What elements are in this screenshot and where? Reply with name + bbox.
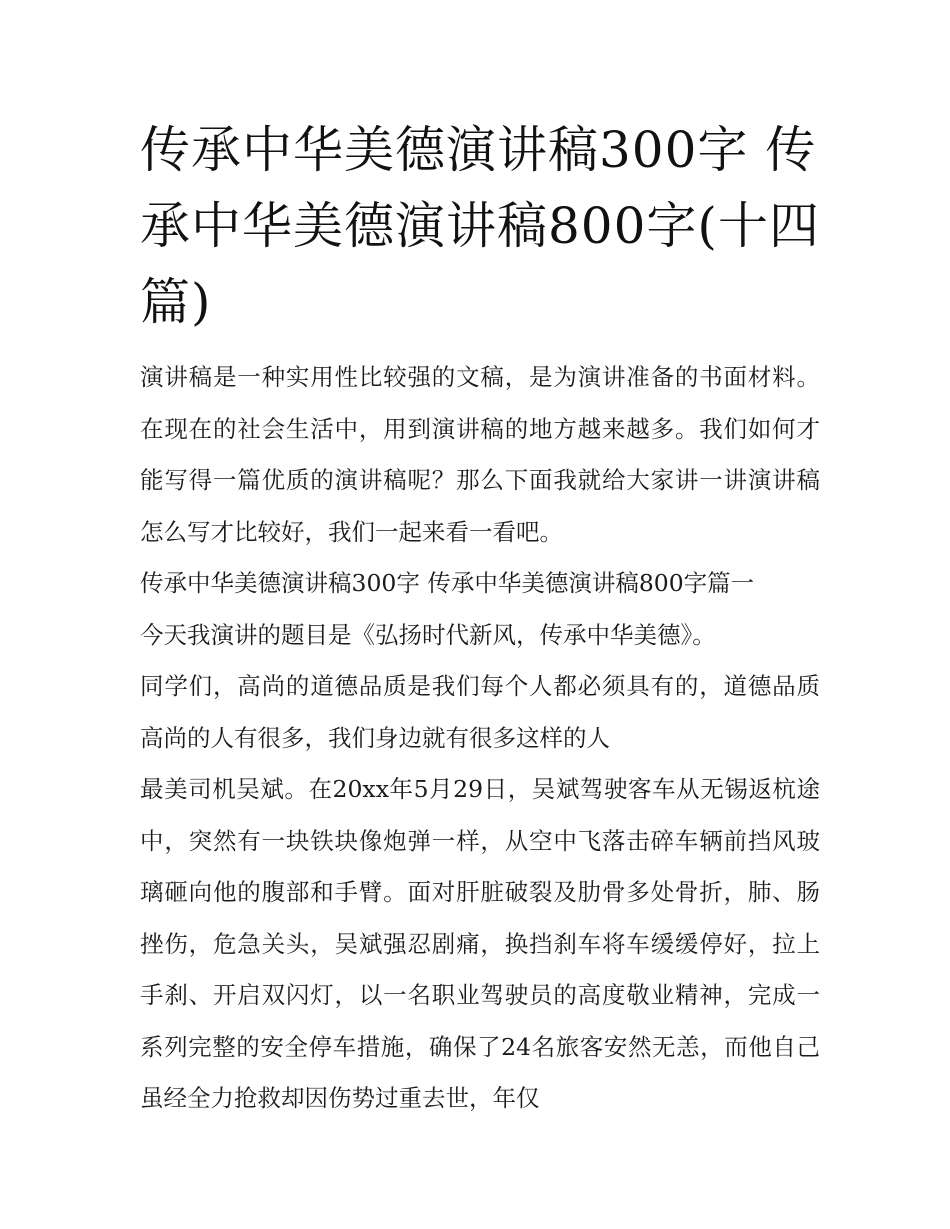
intro-paragraph: 演讲稿是一种实用性比较强的文稿，是为演讲准备的书面材料。在现在的社会生活中，用到演讲稿的地方越来越多。我们如何才能写得一篇优质的演讲稿呢？那么下面我就给大家讲一讲演讲稿怎么写才比较好，我们一起来看一看吧。 xyxy=(140,363,820,546)
driver-story-paragraph: 最美司机吴斌。在20xx年5月29日，吴斌驾驶客车从无锡返杭途中，突然有一块铁块像炮弹一样，从空中飞落击碎车辆前挡风玻璃砸向他的腹部和手臂。面对肝脏破裂及肋骨多处骨折，肺、肠挫伤，危急关头，吴斌强忍剧痛，换挡刹车将车缓缓停好，拉上手刹、开启双闪灯，以一名职业驾驶员的高度敬业精神，完成一系列完整的安全停车措施，确保了24名旅客安然无恙，而他自己虽经全力抢救却因伤势过重去世，年仅 xyxy=(140,775,820,1112)
section-heading: 传承中华美德演讲稿300字 传承中华美德演讲稿800字篇一 xyxy=(140,569,755,597)
speech-topic-paragraph: 今天我演讲的题目是《弘扬时代新风，传承中华美德》。 xyxy=(140,620,716,649)
document-title: 传承中华美德演讲稿300字 传承中华美德演讲稿800字(十四篇) xyxy=(140,121,820,331)
document-body xyxy=(140,352,820,1125)
classmates-paragraph: 同学们，高尚的道德品质是我们每个人都必须具有的，道德品质高尚的人有很多，我们身边就有很多这样的人 xyxy=(140,672,820,752)
